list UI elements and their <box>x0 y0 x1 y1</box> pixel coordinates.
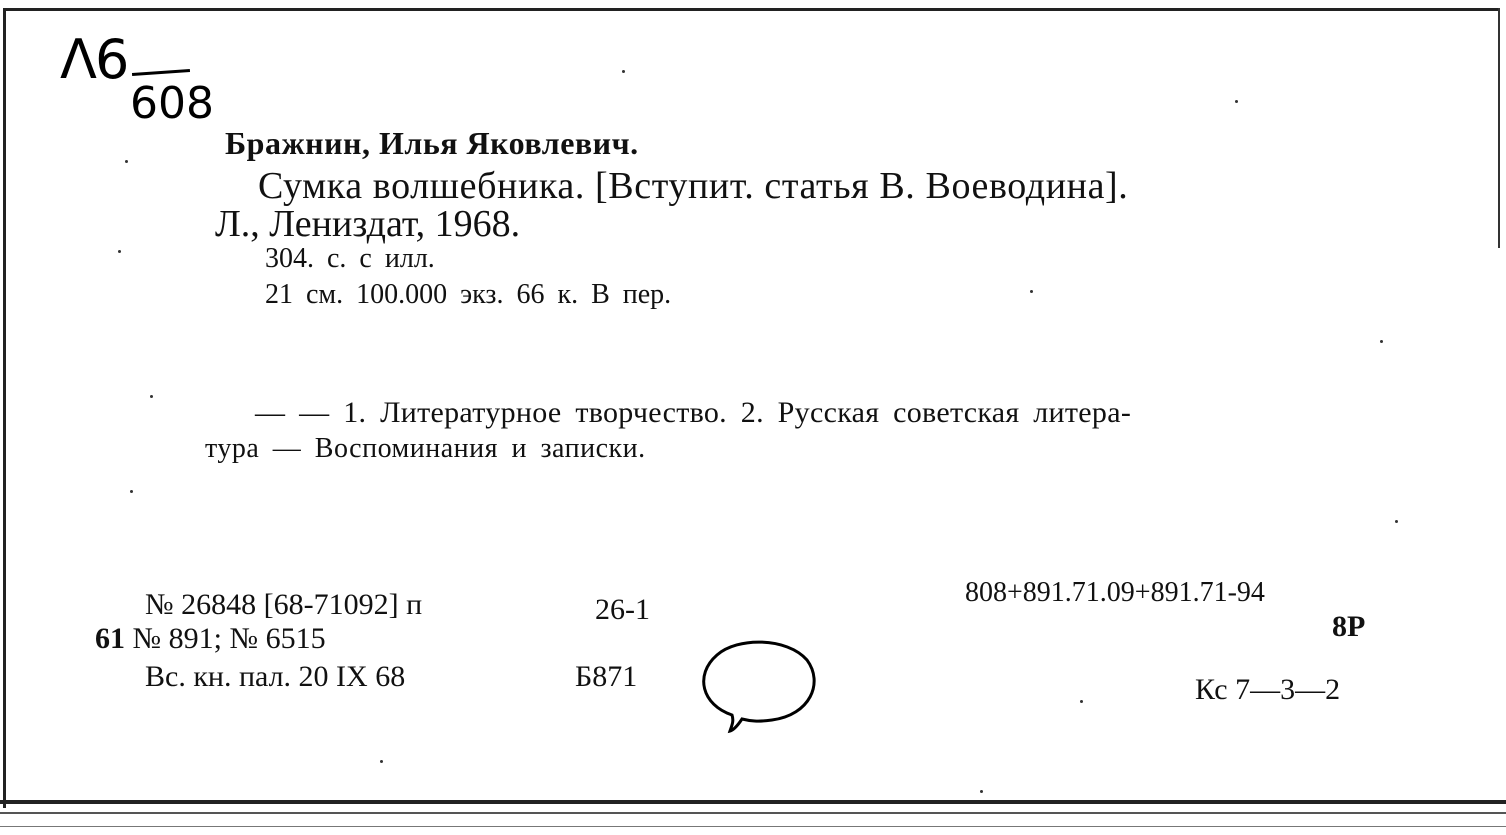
card-edge-line-lower <box>0 826 1506 827</box>
card-border-top <box>6 8 1500 11</box>
subject-headings-line-2: тура — Воспоминания и записки. <box>205 433 646 464</box>
print-speck <box>1030 290 1033 293</box>
print-speck <box>130 490 133 493</box>
handwritten-fraction-bar <box>132 69 190 76</box>
record-numbers: № 891; № 6515 <box>132 622 326 655</box>
handwritten-shelf-number: 608 <box>130 78 214 129</box>
book-chamber-date: Вс. кн. пал. 20 IX 68 <box>145 660 406 693</box>
print-speck <box>980 790 983 793</box>
size-circulation-price: 21 см. 100.000 экз. 66 к. В пер. <box>265 279 672 310</box>
card-border-right <box>1498 8 1500 248</box>
print-speck <box>1080 700 1083 703</box>
author-heading: Бражнин, Илья Яковлевич. <box>225 125 639 161</box>
subject-headings-line-1: — — 1. Литературное творчество. 2. Русская советская литера- <box>255 396 1132 429</box>
card-border-bottom <box>0 800 1506 804</box>
record-prefix: 61 <box>95 622 125 655</box>
print-speck <box>1395 520 1398 523</box>
udc-code: 808+891.71.09+891.71-94 <box>965 577 1265 608</box>
print-speck <box>1235 100 1238 103</box>
record-numbers-secondary <box>95 622 326 656</box>
publication-info: Л., Лениздат, 1968. <box>215 203 521 245</box>
classification-index: 26-1 <box>595 593 650 626</box>
card-edge-line <box>0 812 1506 814</box>
handwritten-shelf-mark: Λ6 <box>60 28 128 91</box>
print-speck <box>1380 340 1383 343</box>
ks-code: Кс 7—3—2 <box>1195 673 1341 706</box>
physical-description: 304. с. с илл. <box>265 243 435 274</box>
bbk-code: 8Р <box>1332 610 1366 643</box>
record-number: № 26848 [68-71092] п <box>145 588 423 621</box>
print-speck <box>118 250 121 253</box>
book-title: Сумка волшебника. [Вступит. статья В. Воеводина]. <box>258 165 1129 207</box>
print-speck <box>150 395 153 398</box>
print-speck <box>125 160 128 163</box>
print-speck <box>380 760 383 763</box>
stamp-circle-icon <box>692 635 824 735</box>
card-border-left <box>3 8 6 808</box>
author-mark: Б871 <box>575 660 638 693</box>
print-speck <box>622 70 625 73</box>
